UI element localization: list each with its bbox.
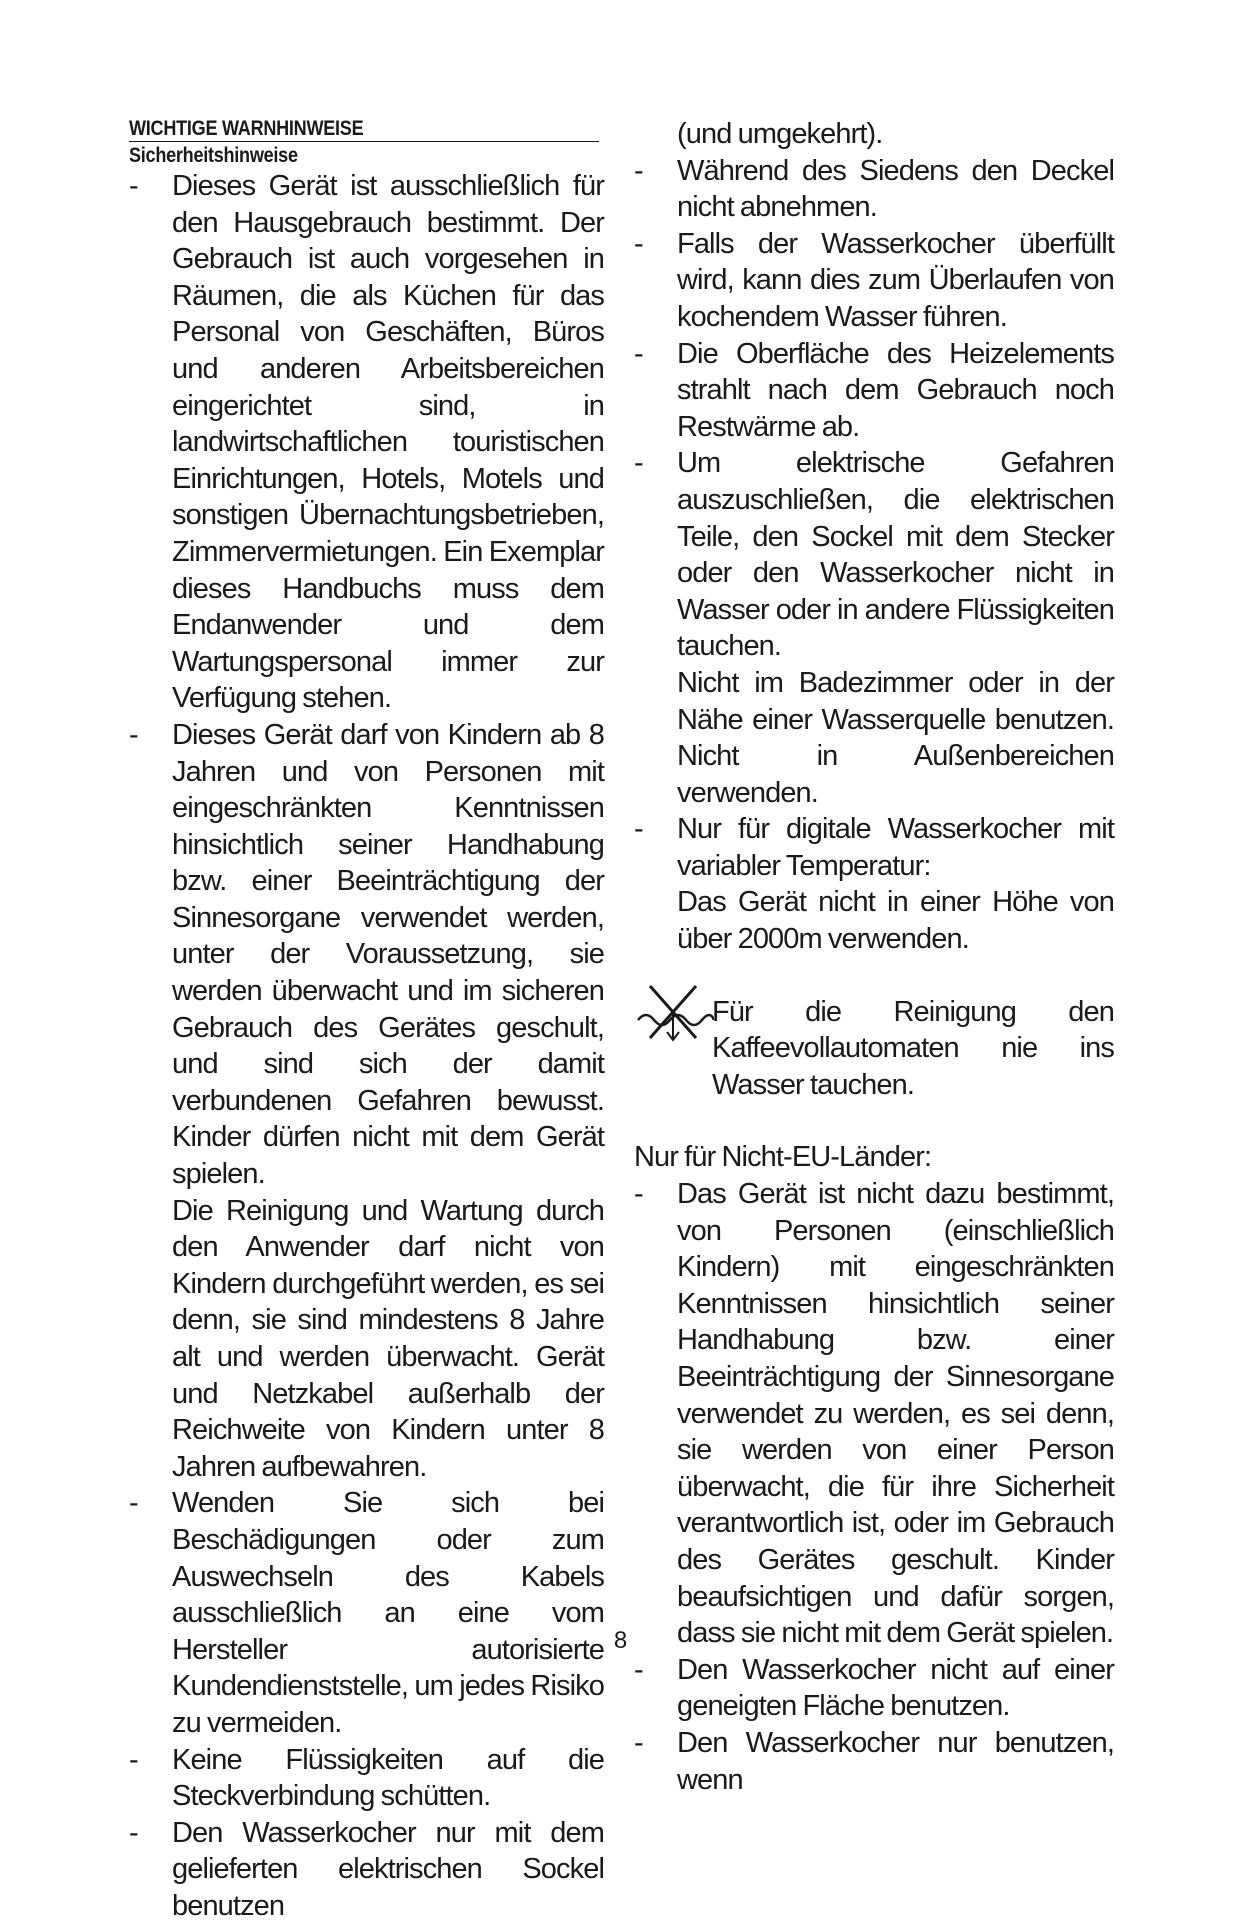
list-item — [634, 1652, 1114, 1725]
list-item-text: Um elektrische Gefahren auszuschließen, die elektrischen Teile, den Sockel mit dem Stecker oder den Wasserkocher nicht in Wasser oder in andere Flüssigkeiten tauchen. — [677, 447, 1114, 663]
bullet-dash: - — [634, 337, 643, 370]
list-item-text: Nicht im Badezimmer oder in der Nähe einer Wasserquelle benutzen. Nicht in Außenbereichen verwenden. — [677, 666, 1114, 809]
list-item — [634, 1176, 1114, 1652]
bullet-dash: - — [634, 1726, 643, 1759]
bullet-dash: - — [634, 813, 643, 846]
list-item-paragraph — [634, 665, 1114, 811]
list-item-text: Während des Siedens den Deckel nicht abnehmen. — [677, 154, 1114, 224]
bullet-dash: - — [129, 718, 138, 751]
bullet-dash: - — [129, 1743, 138, 1776]
list-item — [129, 717, 604, 1193]
bullet-dash: - — [634, 1178, 643, 1211]
immersion-warning — [634, 994, 1114, 1104]
bullet-dash: - — [129, 170, 138, 202]
list-item — [129, 1815, 604, 1925]
right-column — [634, 116, 1114, 1798]
list-item-text: Dieses Gerät ist ausschließlich für den Hausgebrauch bestimmt. Der Gebrauch ist auch vorgesehen in Räumen, die als Küchen für das Personal von Geschäften, Büros und anderen Arbeitsbereichen eingerichtet sind, in landwirtschaftlichen touristischen Einrichtungen, Hotels, Motels und sonstigen Übernachtungsbetrieben, Zimmervermietungen. Ein Exemplar dieses Handbuchs muss dem Endanwender und dem Wartungspersonal immer zur Verfügung stehen. — [172, 170, 604, 715]
list-item-text: Das Gerät ist nicht dazu bestimmt, von Personen (einschließlich Kindern) mit eingeschränkten Kenntnissen hinsichtlich seiner Handhabung bzw. einer Beeinträchtigung der Sinnesorgane verwendet zu werden, es sei denn, sie werden von einer Person überwacht, die für ihre Sicherheit verantwortlich ist, oder im Gebrauch des Gerätes geschult. Kinder beaufsichtigen und dafür sorgen, dass sie nicht mit dem Gerät spielen. — [677, 1178, 1114, 1650]
list-item — [634, 153, 1114, 226]
list-item-text: Dieses Gerät darf von Kindern ab 8 Jahren und von Personen mit eingeschränkten Kenntnissen hinsichtlich seiner Handhabung bzw. einer Beeinträchtigung der Sinnesorgane verwendet werden, unter der Voraussetzung, sie werden überwacht und im sicheren Gebrauch des Gerätes geschult, und sind sich der damit verbundenen Gefahren bewusst. Kinder dürfen nicht mit dem Gerät spielen. — [172, 718, 604, 1191]
list-item — [634, 226, 1114, 336]
list-item — [129, 1742, 604, 1815]
section-heading: WICHTIGE WARNHINWEISE — [129, 117, 364, 140]
list-item-text: Falls der Wasserkocher überfüllt wird, kann dies zum Überlaufen von kochendem Wasser führen. — [677, 227, 1114, 333]
list-item — [634, 445, 1114, 665]
spacer — [634, 1103, 1114, 1139]
list-item — [634, 1725, 1114, 1798]
immersion-warning-text: Für die Reinigung den Kaffeevollautomaten nie ins Wasser tauchen. — [712, 995, 1114, 1101]
bullet-dash: - — [129, 1487, 138, 1520]
bullet-dash: - — [634, 154, 643, 187]
list-item-text: Den Wasserkocher nicht auf einer geneigten Fläche benutzen. — [677, 1653, 1114, 1723]
heading-divider — [129, 141, 599, 142]
list-item — [634, 811, 1114, 884]
list-item — [129, 1485, 604, 1741]
list-item — [634, 336, 1114, 446]
list-item-paragraph — [129, 1193, 604, 1486]
continuation-text: (und umgekehrt). — [677, 118, 883, 150]
list-item-text: Den Wasserkocher nur benutzen, wenn — [677, 1726, 1114, 1796]
list-item-text: Die Oberfläche des Heizelements strahlt nach dem Gebrauch noch Restwärme ab. — [677, 337, 1114, 443]
list-item-text: Wenden Sie sich bei Beschädigungen oder zum Auswechseln des Kabels ausschließlich an eine vom Hersteller autorisierte Kundendienststelle, um jedes Risiko zu vermeiden. — [172, 1487, 604, 1739]
bullet-dash: - — [129, 1816, 138, 1849]
page-number: 8 — [613, 1627, 628, 1654]
list-item-text: Nur für digitale Wasserkocher mit variabler Temperatur: — [677, 813, 1114, 882]
bullet-dash: - — [634, 1653, 643, 1686]
bullet-dash: - — [634, 227, 643, 260]
list-item-text: Die Reinigung und Wartung durch den Anwender darf nicht von Kindern durchgeführt werden, es sei denn, sie sind mindestens 8 Jahre alt und werden überwacht. Gerät und Netzkabel außerhalb der Reichweite von Kindern unter 8 Jahren aufbewahren. — [172, 1194, 604, 1483]
list-item-text: Keine Flüssigkeiten auf die Steckverbindung schütten. — [172, 1743, 604, 1813]
bullet-dash: - — [634, 447, 643, 480]
non-eu-heading: Nur für Nicht-EU-Länder: — [634, 1141, 932, 1174]
section-subheading: Sicherheitshinweise — [129, 144, 298, 167]
list-item — [129, 168, 604, 717]
list-item-text: Das Gerät nicht in einer Höhe von über 2000m verwenden. — [677, 886, 1114, 956]
list-item-paragraph — [634, 884, 1114, 957]
list-item-text: Den Wasserkocher nur mit dem gelieferten elektrischen Sockel benutzen — [172, 1816, 604, 1922]
do-not-immerse-icon — [634, 980, 714, 1044]
